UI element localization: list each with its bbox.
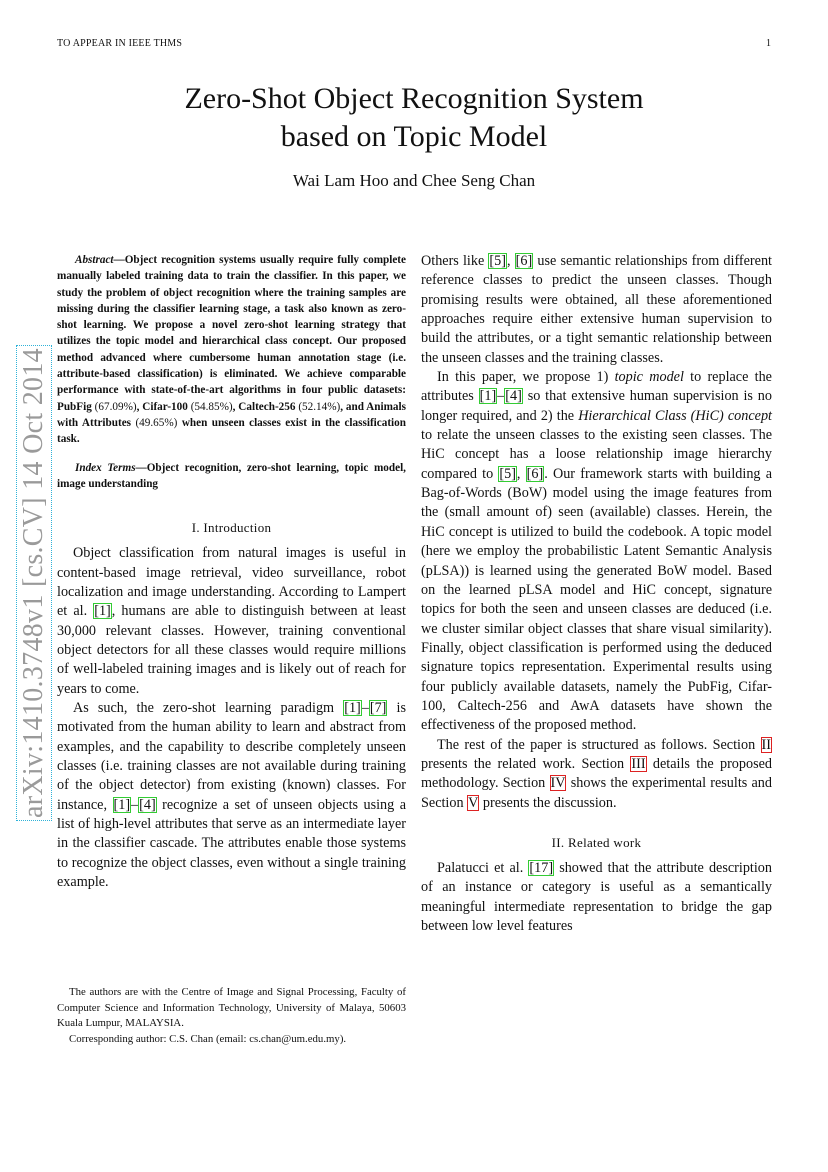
intro-p2-text-c: recognize a set of unseen objects using a list of high-level attributes that serve as an intermediate layer in the classifier cascade. The attributes enable those systems to recognize the object classes, even without a single training example. bbox=[57, 796, 407, 890]
section-heading-introduction: I. Introduction bbox=[191, 520, 272, 536]
abstract-text-5: when unseen classes exist in the classification task. bbox=[57, 416, 406, 446]
footnote-corresponding: Corresponding author: C.S. Chan (email: cs.chan@um.edu.my). bbox=[69, 1032, 347, 1045]
citation-link[interactable]: [4] bbox=[139, 796, 156, 813]
section-ref-link[interactable]: III bbox=[631, 755, 646, 772]
abstract-label: Abstract bbox=[75, 254, 114, 266]
right-p1-text-c: so that extensive human supervision is no longer required, and 2) the bbox=[421, 388, 772, 424]
arxiv-stamp[interactable] bbox=[14, 345, 54, 821]
pubfig-value: (67.09%) bbox=[94, 400, 137, 413]
right-p2-text-e: presents the discussion. bbox=[479, 794, 617, 811]
right-p1-text-a: In this paper, we propose 1) bbox=[437, 369, 615, 386]
right-p2-text-b: presents the related work. Section bbox=[421, 755, 631, 772]
right-p2-text-a: The rest of the paper is structured as follows. Section bbox=[437, 736, 761, 753]
caltech-value: (52.14%) bbox=[298, 400, 341, 413]
abstract-text-3: , Caltech-256 bbox=[232, 400, 299, 413]
related-p1-text-b: showed that the attribute description of an instance or category is useful as a semantically meaningful intermediate representation to bridge the gap between low level features bbox=[421, 859, 772, 934]
citation-link[interactable]: [1] bbox=[344, 699, 361, 716]
arxiv-stamp-text[interactable]: arXiv:1410.3748v1 [cs.CV] 14 Oct 2014 bbox=[18, 348, 49, 818]
citation-separator: , bbox=[506, 253, 515, 269]
right-p0-text-a: Others like bbox=[421, 253, 489, 269]
intro-paragraph-1 bbox=[57, 544, 406, 699]
right-p0-text-b: use semantic relationships from different reference classes to predict the unseen classes. Though promising results were obtained, all these aforementioned approaches require either extensive human supervision to build the attributes, or a tight semantic relationship between the unseen classes and the training classes. bbox=[421, 253, 772, 366]
left-column bbox=[57, 252, 406, 892]
right-p1-text-b: to replace the attributes bbox=[421, 369, 772, 405]
citation-link[interactable]: [7] bbox=[369, 699, 387, 716]
abstract-text-4: , and Animals with Attributes bbox=[57, 400, 406, 429]
title-line-1: Zero-Shot Object Recognition System bbox=[184, 82, 644, 115]
abstract bbox=[57, 252, 406, 448]
citation-link[interactable]: [4] bbox=[505, 388, 522, 405]
section-ref-link[interactable]: II bbox=[761, 736, 771, 753]
citation-link[interactable]: [1] bbox=[479, 388, 497, 405]
abstract-dash: — bbox=[113, 254, 125, 266]
right-paragraph-1 bbox=[421, 368, 772, 736]
intro-p2-text-a: As such, the zero-shot learning paradigm bbox=[73, 699, 344, 716]
title-line-2: based on Topic Model bbox=[280, 120, 548, 153]
paper-title bbox=[0, 80, 828, 156]
citation-dash: – bbox=[131, 796, 139, 813]
index-terms-text: Object recognition, zero-shot learning, topic model, image understanding bbox=[57, 461, 406, 490]
authors: Wai Lam Hoo and Chee Seng Chan bbox=[292, 171, 536, 190]
abstract-text-1: Object recognition systems usually require fully complete manually labeled training data to train the classifier. In this paper, we study the problem of object recognition where the training samples are missing during the classifier learning stage, a task also known as zero-shot learning. We propose a novel zero-shot learning strategy that utilizes the topic model and hierarchical class concept. Our proposed method advanced where cumbersome human annotation stage (i.e. attribute-based classification) is eliminated. We achieve comparable performance with state-of-the-art algorithms in four public datasets: PubFig bbox=[57, 254, 406, 413]
citation-link[interactable]: [6] bbox=[515, 253, 533, 269]
abstract-text-2: , Cifar-100 bbox=[136, 400, 191, 413]
section-ref-link[interactable]: V bbox=[468, 794, 479, 811]
section-ref-link[interactable]: IV bbox=[550, 775, 566, 792]
author-footnote bbox=[57, 985, 406, 1047]
citation-separator: , bbox=[516, 465, 526, 482]
right-paragraph-2 bbox=[421, 736, 772, 813]
citation-dash: – bbox=[361, 699, 369, 716]
index-terms-dash: — bbox=[135, 461, 147, 474]
running-head: TO APPEAR IN IEEE THMS bbox=[57, 38, 183, 49]
intro-paragraph-2 bbox=[57, 699, 406, 892]
right-p1-text-d: to relate the unseen classes to the existing seen classes. The HiC concept has a loose relationship image hierarchy compared to bbox=[421, 427, 772, 482]
citation-link[interactable]: [1] bbox=[94, 603, 111, 620]
citation-link[interactable]: [5] bbox=[489, 253, 506, 269]
related-p1-text-a: Palatucci et al. bbox=[437, 859, 529, 876]
citation-link[interactable]: [5] bbox=[499, 465, 516, 482]
index-terms-label: Index Terms bbox=[75, 461, 136, 474]
intro-p1-text-b: , humans are able to distinguish between at least 30,000 relevant classes. However, training conventional object detectors for all these classes would require millions of well-labeled training images and is likely out of reach for years to come. bbox=[57, 603, 406, 697]
citation-dash: – bbox=[497, 388, 505, 405]
section-heading-related-work: II. Related work bbox=[551, 834, 642, 850]
emphasis-topic-model: topic model bbox=[614, 369, 684, 386]
citation-link[interactable]: [17] bbox=[529, 859, 554, 876]
cifar-value: (54.85%) bbox=[190, 400, 233, 413]
intro-p2-text-b: is motivated from the human ability to learn and abstract from examples, and the capability to describe completely unseen classes (i.e. training classes are not available during training of the object detector) from existing (known) classes. For instance, bbox=[57, 699, 406, 813]
right-column bbox=[421, 252, 772, 936]
right-p2-text-d: shows the experimental results and Section bbox=[421, 775, 772, 811]
related-paragraph-1 bbox=[421, 859, 772, 936]
right-p1-text-e: . Our framework starts with building a Bag-of-Words (BoW) model using the image features from the (small amount of) seen (available) classes. Herein, the HiC concept is utilized to build the codebook. A topic model (here we employ the probabilistic Latent Semantic Analysis (pLSA)) is learned using the generated BoW model. Based on the learned pLSA model and HiC concept, signature topics for both the seen and unseen classes are deduced (i.e. we cluster similar object classes that share visual similarity). Finally, object classification is performed using the deduced signature topics representation. Experimental results using four publicly available datasets, namely the PubFig, Cifar-100, Caltech-256 and AwA datasets have shown the effectiveness of the proposed method. bbox=[421, 465, 773, 734]
citation-link[interactable]: [6] bbox=[526, 465, 544, 482]
footnote-affiliation: The authors are with the Centre of Image and Signal Processing, Faculty of Computer Science and Information Technology, University of Malaya, 50603 Kuala Lumpur, MALAYSIA. bbox=[57, 986, 406, 1029]
index-terms bbox=[57, 460, 406, 493]
intro-p1-text: Object classification from natural images is useful in content-based image retrieval, video surveillance, robot localization and image understanding. According to Lampert et al. bbox=[57, 545, 406, 620]
right-p2-text-c: details the proposed methodology. Section bbox=[421, 755, 772, 792]
awa-value: (49.65%) bbox=[135, 416, 178, 429]
citation-link[interactable]: [1] bbox=[113, 796, 131, 813]
page-number: 1 bbox=[766, 38, 771, 49]
emphasis-hic-concept: Hierarchical Class (HiC) concept bbox=[578, 407, 772, 424]
right-paragraph-0 bbox=[421, 252, 772, 368]
